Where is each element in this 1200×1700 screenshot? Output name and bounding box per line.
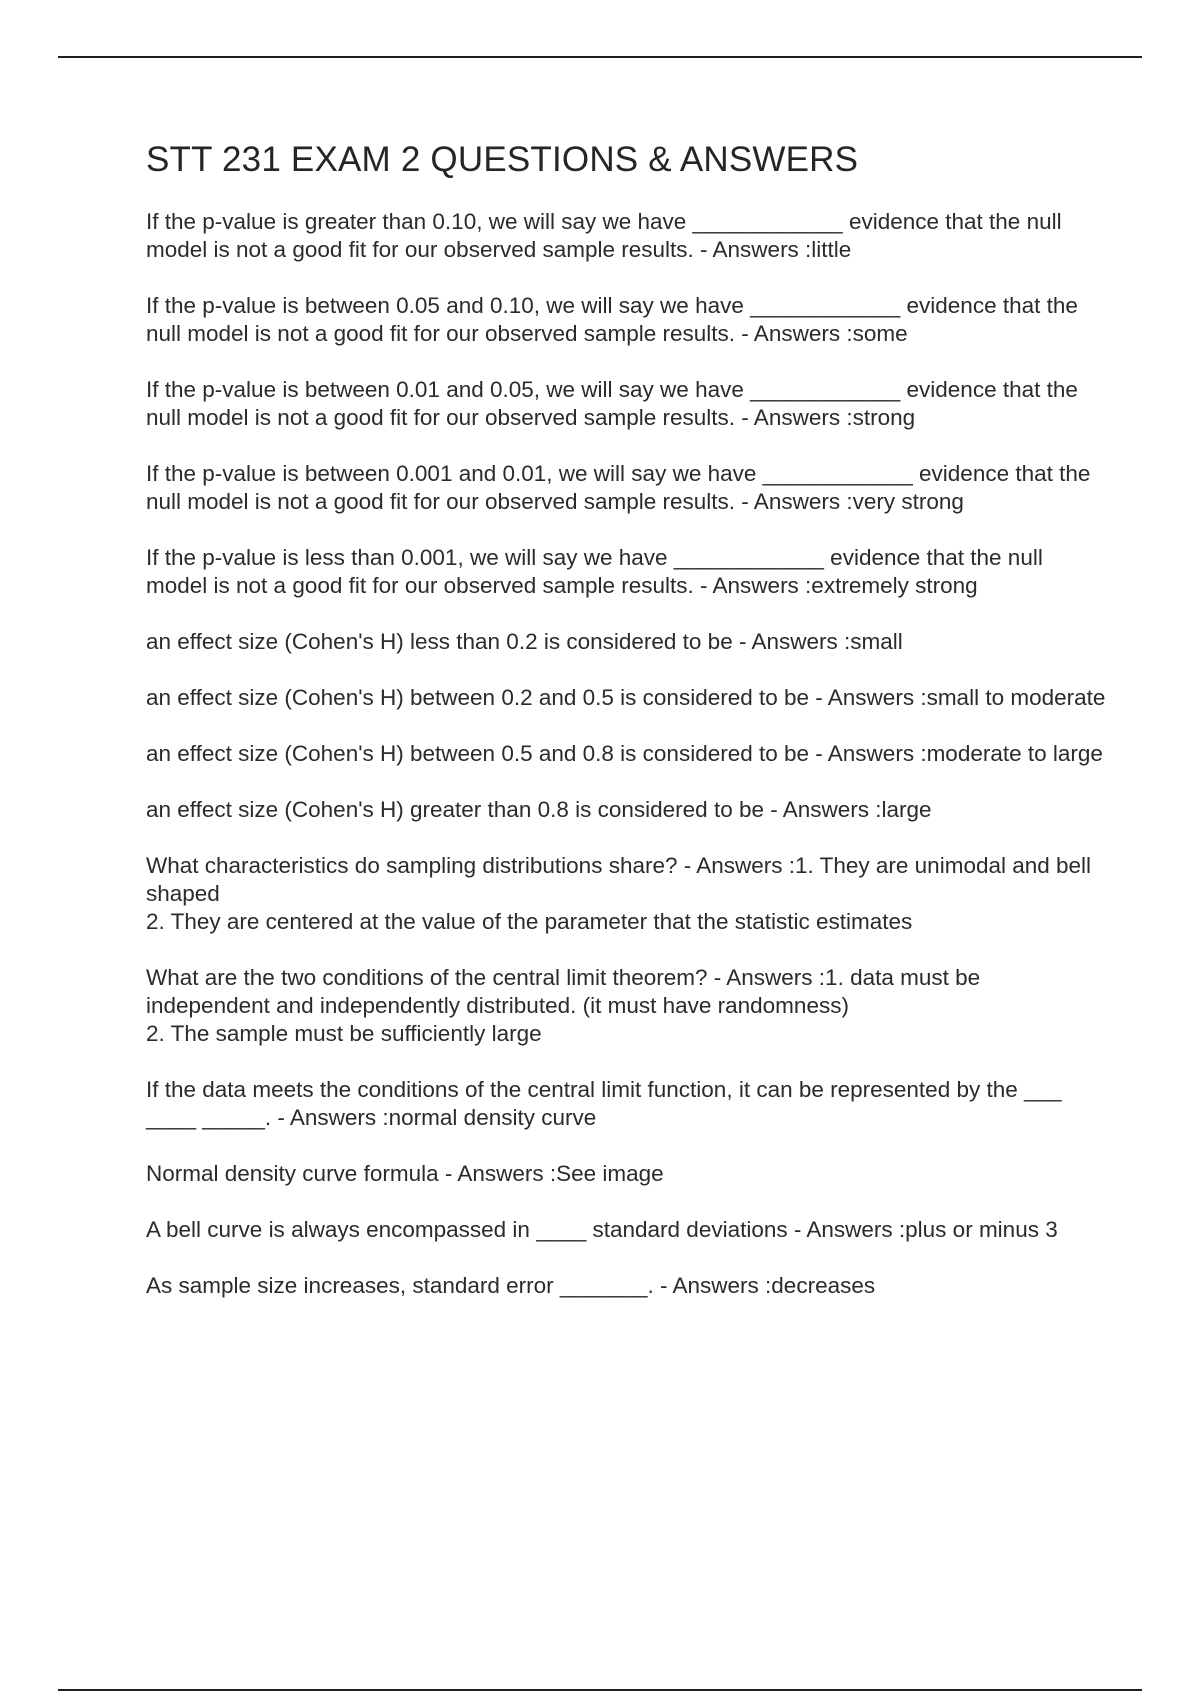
header-rule: [58, 56, 1142, 58]
qa-item: Normal density curve formula - Answers :See image: [146, 1161, 664, 1186]
qa-item: What are the two conditions of the central limit theorem? - Answers :1. data must be independent and independently distributed. (it must have randomness) 2. The sample must be sufficiently large: [146, 965, 981, 1046]
document-title: STT 231 EXAM 2 QUESTIONS & ANSWERS: [146, 140, 859, 179]
qa-item: If the p-value is less than 0.001, we will say we have ____________ evidence that the null model is not a good fit for our observed sample results. - Answers :extremely strong: [146, 545, 1043, 598]
qa-item: If the p-value is between 0.01 and 0.05, we will say we have ____________ evidence that the null model is not a good fit for our observed sample results. - Answers :strong: [146, 377, 1078, 430]
qa-item: If the p-value is between 0.001 and 0.01, we will say we have ____________ evidence that the null model is not a good fit for our observed sample results. - Answers :very strong: [146, 461, 1091, 514]
qa-item: an effect size (Cohen's H) between 0.2 and 0.5 is considered to be - Answers :small to moderate: [146, 685, 1106, 710]
footer-rule: [58, 1689, 1142, 1691]
qa-item: A bell curve is always encompassed in ____ standard deviations - Answers :plus or minus 3: [146, 1217, 1058, 1242]
qa-item: an effect size (Cohen's H) between 0.5 and 0.8 is considered to be - Answers :moderate to large: [146, 741, 1103, 766]
qa-item: If the data meets the conditions of the central limit function, it can be represented by the ___ ____ _____. - Answers :normal density curve: [146, 1077, 1062, 1130]
document-body: [146, 140, 1106, 1328]
qa-item: What characteristics do sampling distributions share? - Answers :1. They are unimodal and bell shaped 2. They are centered at the value of the parameter that the statistic estimates: [146, 853, 1092, 934]
qa-list: [146, 208, 1106, 1300]
qa-item: If the p-value is between 0.05 and 0.10, we will say we have ____________ evidence that the null model is not a good fit for our observed sample results. - Answers :some: [146, 293, 1078, 346]
qa-item: If the p-value is greater than 0.10, we will say we have ____________ evidence that the null model is not a good fit for our observed sample results. - Answers :little: [146, 209, 1062, 262]
qa-item: an effect size (Cohen's H) greater than 0.8 is considered to be - Answers :large: [146, 797, 932, 822]
qa-item: an effect size (Cohen's H) less than 0.2 is considered to be - Answers :small: [146, 629, 903, 654]
qa-item: As sample size increases, standard error _______. - Answers :decreases: [146, 1273, 876, 1298]
